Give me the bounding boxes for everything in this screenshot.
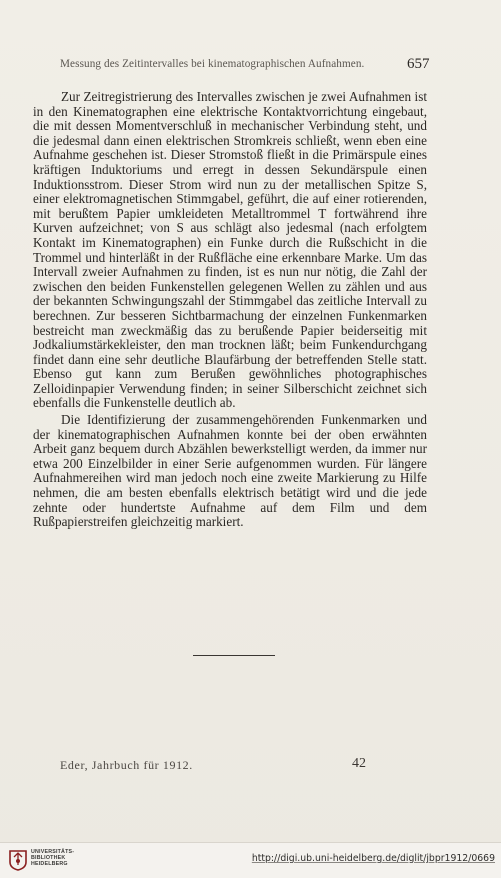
paragraph-2: Die Identifizierung der zusammengehörenden Funkenmarken und der kinematographischen Aufnahmen konnte bei der oben erwähnten Arbeit ganz bequem durch Abzählen bewerkstelligt werden, da immer nur etwa 200 Einzelbilder in einer Serie aufgenommen wurden. Für längere Aufnahmereihen wird man jedoch noch eine zweite Markierung zu Hilfe nehmen, die am besten ebenfalls elektrisch betätigt wird und die jede zehnte oder hundertste Aufnahme auf dem Film und dem Rußpapierstreifen gleichzeitig markiert. [33,412,427,530]
paragraph-1: Zur Zeitregistrierung des Intervalles zwischen je zwei Aufnahmen ist in den Kinematographen eine elektrische Kontaktvorrichtung eingebaut, die mit dessen Momentverschluß in mechanischer Verbindung steht, und die jedesmal dann einen elektrischen Stromkreis schließt, wenn eben eine Aufnahme geschehen ist. Dieser Stromstoß fließt in die Primärspule eines kräftigen Induktoriums und erregt in dessen Sekundärspule einen Induktionsstrom. Dieser Strom wird nun zu der metallischen Spitze S, einer elektromagnetischen Stimmgabel, geführt, die auf einer rotierenden, mit berußtem Papier umkleideten Metalltrommel T fortwährend ihre Kurven aufzeichnet; von S aus schlägt also jedesmal (nach erfolgtem Kontakt im Kinematographen) ein Funke durch die Rußschicht in die Trommel und hinterläßt in der Rußfläche eine erkennbare Marke. Um das Intervall zweier Aufnahmen zu finden, ist es nun nur nötig, die Zahl der zwischen den beiden Funkenstellen gelegenen Wellen zu zählen und aus der bekannten Schwingungszahl der Stimmgabel das zeitliche Intervall zu berechnen. Zur besseren Sichtbarmachung der einzelnen Funkenmarken bestreicht man zweckmäßig das zu berußende Papier beiderseitig mit Jodkaliumstärkekleister, den man trocknen läßt; beim Funkendurchgang findet dann eine sehr deutliche Blaufärbung der betreffenden Stelle statt. Ebenso gut kann zum Berußen gewöhnliches photographisches Zelloidinpapier Verwendung finden; in seiner Silberschicht zeichnet sich ebenfalls die Funkenstelle deutlich ab. [33,89,427,411]
body-text [33,90,427,530]
university-library-seal-icon [8,849,28,871]
page-number: 657 [407,56,430,72]
library-name: UNIVERSITÄTS- BIBLIOTHEK HEIDELBERG [31,849,75,868]
footer-journal-title: Eder, Jahrbuch für 1912. [60,758,193,772]
footer-signature-number: 42 [352,756,366,771]
section-divider [193,655,275,656]
running-title: Messung des Zeitintervalles bei kinematographischen Aufnahmen. [60,58,365,70]
digital-library-link[interactable]: http://digi.ub.uni-heidelberg.de/diglit/jbpr1912/0669 [251,853,495,864]
